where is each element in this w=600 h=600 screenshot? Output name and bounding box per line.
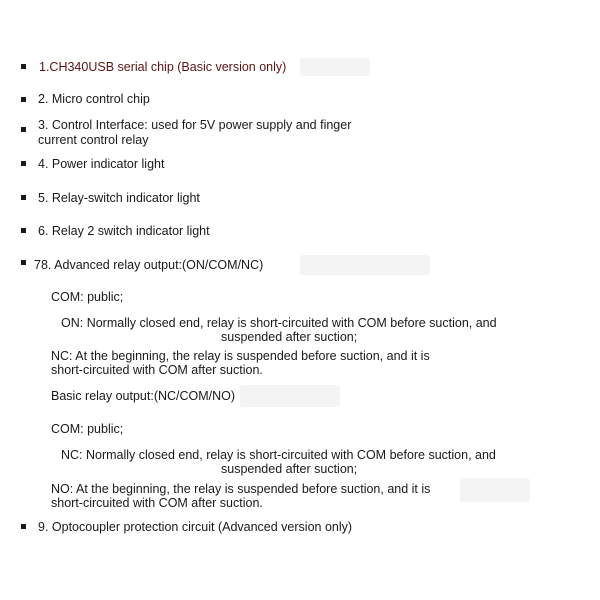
advanced-nc-text-line1: NC: At the beginning, the relay is suspended before suction, and it is (51, 349, 430, 363)
item-1-text: 1.CH340USB serial chip (Basic version only) (39, 60, 287, 74)
item-78-text: 78. Advanced relay output:(ON/COM/NC) (34, 258, 264, 272)
item-9-text: 9. Optocoupler protection circuit (Advanced version only) (38, 520, 353, 534)
item-4-text: 4. Power indicator light (38, 157, 165, 171)
advanced-on-text-line2: suspended after suction; (221, 330, 358, 344)
advanced-nc-text-line2: short-circuited with COM after suction. (51, 363, 263, 377)
bullet-marker (21, 161, 26, 166)
bullet-marker (21, 228, 26, 233)
bullet-marker (21, 524, 26, 529)
faint-artifact (240, 385, 340, 407)
basic-no-text-line2: short-circuited with COM after suction. (51, 496, 263, 510)
bullet-marker (21, 127, 26, 132)
item-3-text-line1: 3. Control Interface: used for 5V power supply and finger (38, 118, 352, 132)
basic-nc-text-line2: suspended after suction; (221, 462, 358, 476)
bullet-marker (21, 64, 26, 69)
faint-artifact (300, 58, 370, 76)
item-2-text: 2. Micro control chip (38, 92, 150, 106)
basic-nc-text-line1: NC: Normally closed end, relay is short-circuited with COM before suction, and (61, 448, 496, 462)
faint-artifact (300, 255, 430, 275)
bullet-marker (21, 195, 26, 200)
item-5-text: 5. Relay-switch indicator light (38, 191, 200, 205)
item-3-text-line2: current control relay (38, 133, 149, 147)
item-6-text: 6. Relay 2 switch indicator light (38, 224, 210, 238)
bullet-marker (21, 260, 26, 265)
basic-no-text-line1: NO: At the beginning, the relay is suspended before suction, and it is (51, 482, 431, 496)
advanced-on-text-line1: ON: Normally closed end, relay is short-circuited with COM before suction, and (61, 316, 497, 330)
advanced-com-text: COM: public; (51, 290, 124, 304)
bullet-marker (21, 97, 26, 102)
basic-com-text: COM: public; (51, 422, 124, 436)
basic-heading-text: Basic relay output:(NC/COM/NO) (51, 389, 236, 403)
faint-artifact (460, 478, 530, 502)
